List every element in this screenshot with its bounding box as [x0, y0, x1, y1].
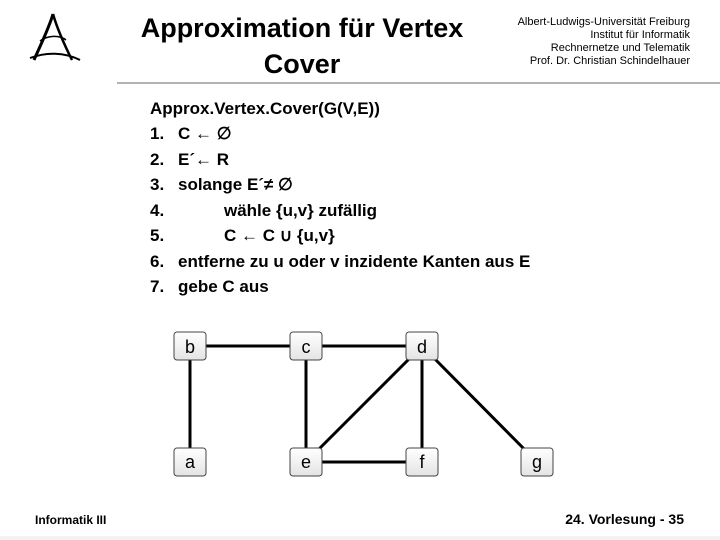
- algorithm-step: [150, 274, 380, 300]
- edge-d-g: [422, 346, 537, 462]
- algorithm-step: [150, 223, 380, 249]
- algorithm-step: [150, 198, 380, 224]
- step-text: E´← R: [178, 149, 229, 169]
- node-label: g: [531, 452, 543, 472]
- graph-node: [406, 448, 438, 476]
- affiliation-professor: Prof. Dr. Christian Schindelhauer: [529, 55, 690, 67]
- graph-node: [174, 332, 206, 360]
- graph-node: [406, 332, 438, 360]
- step-number: 4.: [150, 200, 165, 220]
- algorithm-step: [150, 147, 380, 173]
- step-text: entferne zu u oder v inzidente Kanten aus E: [178, 251, 531, 271]
- graph-node: [521, 448, 553, 476]
- step-text: gebe C aus: [178, 277, 269, 296]
- affiliation-block: [518, 16, 690, 68]
- node-label: a: [184, 452, 196, 472]
- algorithm-heading: Approx.Vertex.Cover(G(V,E)): [150, 99, 380, 118]
- algorithm-block: [150, 96, 531, 300]
- university-logo: [26, 10, 82, 70]
- node-label: b: [184, 337, 196, 357]
- edge-d-e: [306, 346, 422, 462]
- graph-diagram: [160, 322, 560, 482]
- node-label: f: [419, 452, 425, 472]
- title-line-1: Approximation für Vertex: [140, 13, 464, 43]
- step-number: 6.: [150, 251, 165, 271]
- step-text: C ← ∅: [178, 124, 232, 143]
- algorithm-step: [150, 172, 380, 198]
- footer-lecture: 24. Vorlesung - 35: [565, 511, 684, 527]
- node-label: e: [300, 452, 312, 472]
- affiliation-institute: Institut für Informatik: [590, 29, 690, 41]
- graph-node: [290, 448, 322, 476]
- step-number: 5.: [150, 226, 165, 245]
- graph-node: [290, 332, 322, 360]
- graph-node: [174, 448, 206, 476]
- step-text: solange E´≠ ∅: [178, 175, 293, 194]
- footer-course: Informatik III: [35, 513, 107, 527]
- bottom-divider: [0, 536, 720, 540]
- step-number: 1.: [150, 124, 165, 143]
- step-text: wähle {u,v} zufällig: [224, 200, 378, 220]
- node-label: c: [301, 337, 311, 357]
- node-label: d: [416, 337, 428, 357]
- step-number: 3.: [150, 175, 165, 194]
- title-line-2: Cover: [263, 49, 341, 79]
- affiliation-group: Rechnernetze und Telematik: [550, 42, 690, 54]
- step-number: 7.: [150, 277, 165, 296]
- algorithm-step: [150, 249, 531, 275]
- affiliation-university: Albert-Ludwigs-Universität Freiburg: [517, 16, 690, 28]
- slide-title: [118, 10, 486, 82]
- step-number: 2.: [150, 149, 165, 169]
- header-rule: [117, 82, 720, 84]
- algorithm-step: [150, 121, 380, 147]
- step-text: C ← C ∪ {u,v}: [224, 226, 335, 245]
